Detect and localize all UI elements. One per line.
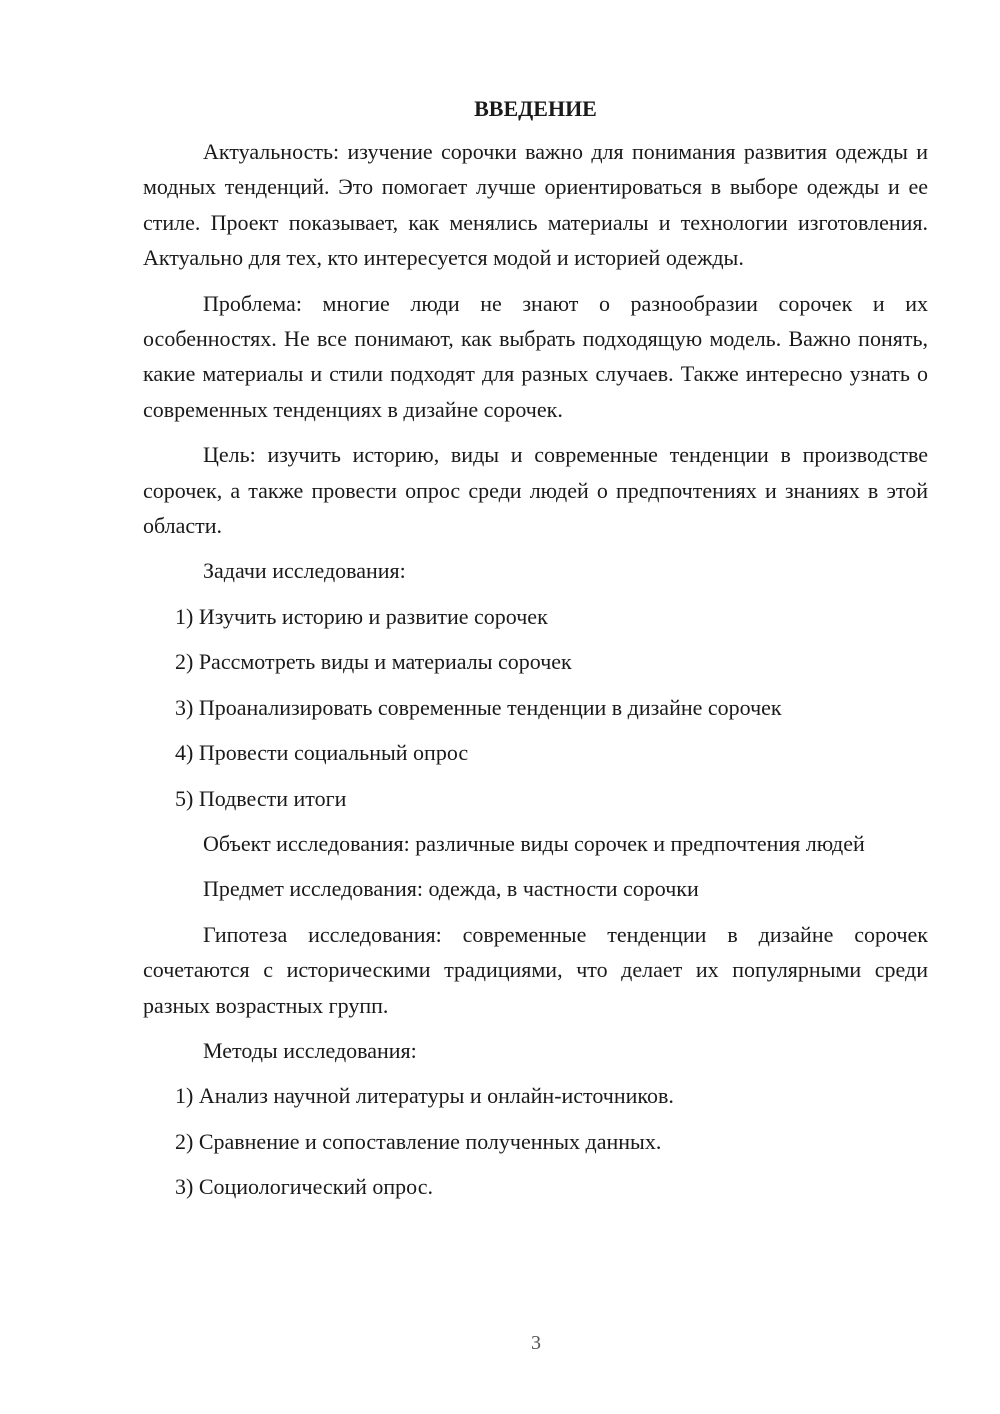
problem-paragraph: Проблема: многие люди не знают о разнообразии сорочек и их особенностях. Не все понимают, как выбрать подходящую модель. Важно понять, какие материалы и стили подходят для разных случаев. Также интересно узнать о современных тенденциях в дизайне сорочек.	[143, 290, 928, 422]
document-page	[143, 94, 928, 1215]
method-item: 2) Сравнение и сопоставление полученных данных.	[175, 1128, 662, 1154]
method-item: 3) Социологический опрос.	[175, 1174, 433, 1200]
method-item: 1) Анализ научной литературы и онлайн-источников.	[175, 1083, 674, 1109]
page-number: 3	[531, 1332, 541, 1354]
goal-paragraph: Цель: изучить историю, виды и современные тенденции в производстве сорочек, а также провести опрос среди людей о предпочтениях и знаниях в этой области.	[143, 442, 928, 539]
hypothesis-paragraph: Гипотеза исследования: современные тенденции в дизайне сорочек сочетаются с историческими традициями, что делает их популярными среди разных возрастных групп.	[143, 921, 928, 1018]
methods-heading: Методы исследования:	[203, 1037, 417, 1063]
task-item: 4) Провести социальный опрос	[175, 740, 469, 766]
object-paragraph: Объект исследования: различные виды сорочек и предпочтения людей	[203, 830, 865, 856]
relevance-paragraph: Актуальность: изучение сорочки важно для понимания развития одежды и модных тенденций. Это помогает лучше ориентироваться в выборе одежды и ее стиле. Проект показывает, как менялись материалы и технологии изготовления. Актуально для тех, кто интересуется модой и историей одежды.	[143, 139, 928, 271]
methods-list	[143, 1078, 928, 1204]
tasks-heading: Задачи исследования:	[203, 558, 406, 584]
tasks-list	[143, 599, 928, 816]
subject-paragraph: Предмет исследования: одежда, в частности сорочки	[203, 876, 699, 902]
task-item: 1) Изучить историю и развитие сорочек	[175, 603, 548, 629]
task-item: 5) Подвести итоги	[175, 785, 347, 811]
section-title: ВВЕДЕНИЕ	[474, 96, 597, 121]
task-item: 3) Проанализировать современные тенденции в дизайне сорочек	[175, 694, 782, 720]
task-item: 2) Рассмотреть виды и материалы сорочек	[175, 649, 572, 675]
